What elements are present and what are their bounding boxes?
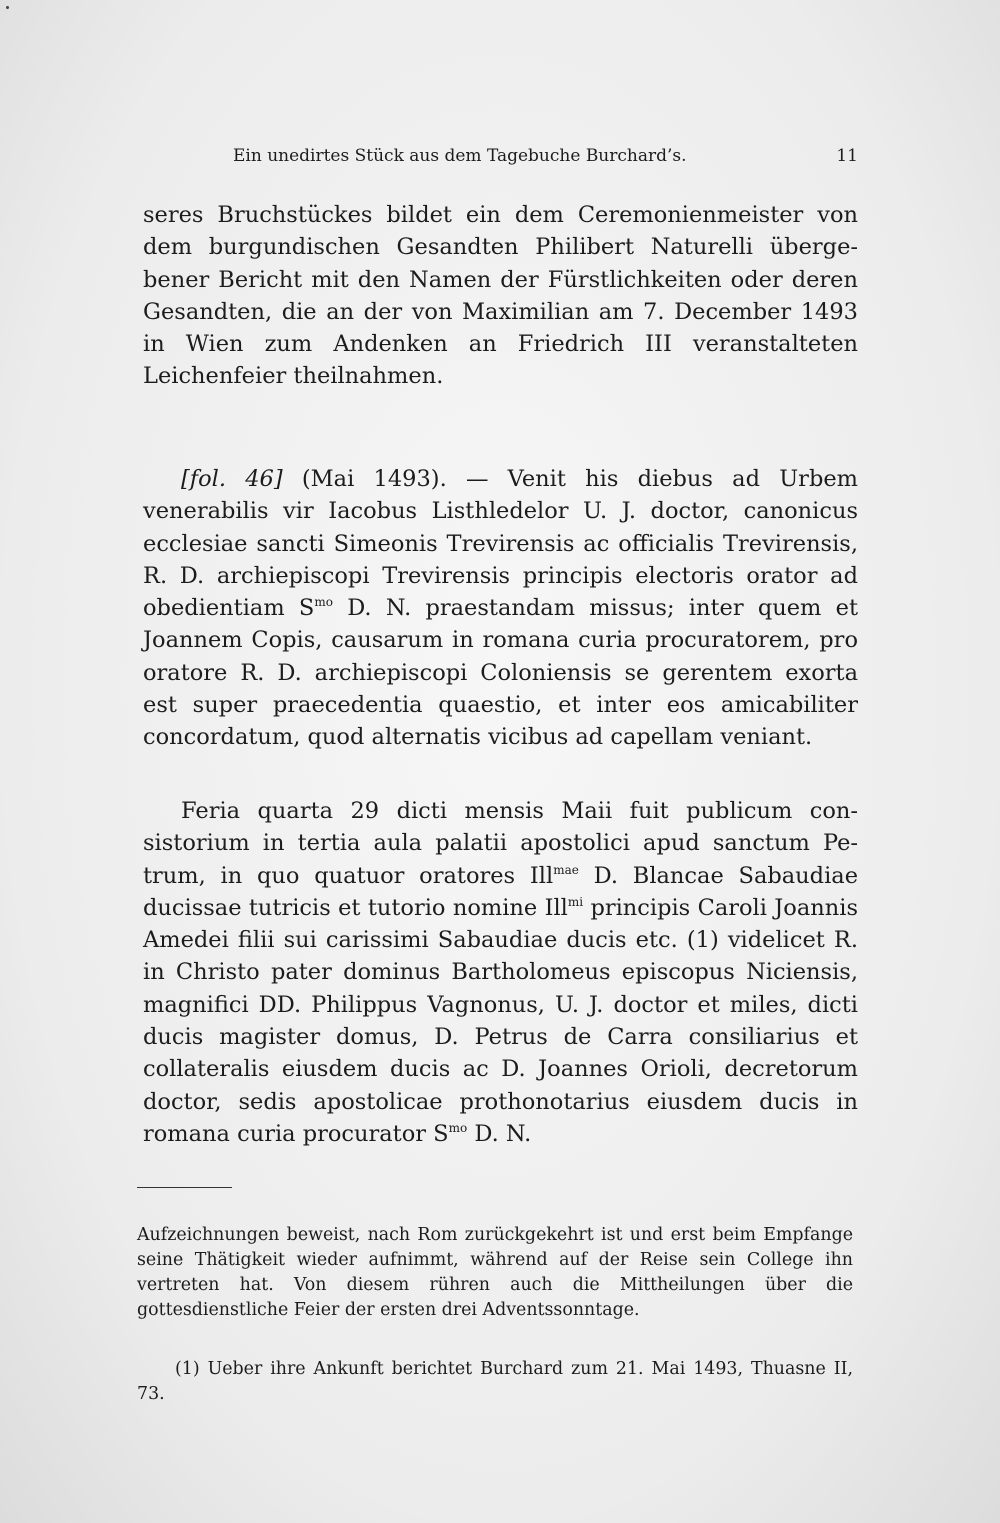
body-paragraph-3 bbox=[143, 795, 858, 1150]
running-title: Ein unedirtes Stück aus dem Tagebuche Burchard’s. bbox=[233, 146, 687, 166]
footnote-text: Aufzeichnungen beweist, nach Rom zurückgekehrt ist und erst beim Empfange seine Thätigkeit wieder aufnimmt, während auf der Reise sein College ihn vertreten hat. Von diesem rühren auch die Mittheilungen über die gottesdienstliche Feier der ersten drei Adventssonntage. bbox=[137, 1225, 853, 1320]
body-paragraph-1 bbox=[143, 199, 858, 393]
footnote-divider bbox=[137, 1187, 232, 1188]
page-number: 11 bbox=[836, 146, 858, 166]
footnote-text: (1) Ueber ihre Ankunft berichtet Burchard zum 21. Mai 1493, Thuasne II, 73. bbox=[137, 1359, 853, 1404]
superscript: mo bbox=[448, 1120, 468, 1135]
text-segment: D. N. bbox=[467, 1120, 532, 1147]
running-header bbox=[143, 141, 858, 171]
superscript: mo bbox=[314, 595, 333, 610]
paragraph-text bbox=[143, 463, 858, 754]
text-segment: principis Caroli Joannis Amedei filii sui carissimi Sabaudiae ducis etc. (1) videlicet R. in Christo pater dominus Bartholomeus episcopus Niciensis, magnifici DD. Philippus Vagnonus, U. J. doctor et miles, dicti ducis magister domus, D. Petrus de Carra consiliarius et collateralis eiusdem ducis ac D. Joannes Orioli, decretorum doctor, sedis apostolicae prothonotarius eiusdem ducis in romana curia procurator S bbox=[143, 894, 858, 1147]
footnote-continued bbox=[137, 1223, 853, 1323]
paragraph-text: seres Bruchstückes bildet ein dem Ceremonienmeister von dem burgundischen Gesandten Philibert Naturelli übergebener Bericht mit den Namen der Fürstlichkeiten oder deren Gesandten, die an der von Maximilian am 7. December 1493 in Wien zum Andenken an Friedrich III veranstalteten Leichenfeier theilnahmen. bbox=[143, 202, 858, 390]
text-segment: Feria quarta 29 dicti mensis Maii fuit publicum consistorium in tertia aula palatii apostolici apud sanctum Petrum, in quo quatuor oratores Ill bbox=[143, 798, 858, 889]
superscript: mi bbox=[567, 894, 584, 909]
paragraph-text bbox=[143, 795, 858, 1150]
folio-reference: [fol. 46] bbox=[181, 466, 283, 492]
ink-speck bbox=[6, 6, 9, 9]
body-paragraph-2 bbox=[143, 463, 858, 754]
footnote-1 bbox=[137, 1357, 853, 1407]
text-segment: (Mai 1493). — Venit his diebus ad Urbem venerabilis vir Iacobus Listhledelor U. J. doctor, canonicus ecclesiae sancti Simeonis Trevirensis ac officialis Trevirensis, R. D. archiepiscopi Trevirensis principis electoris orator ad obedientiam S bbox=[143, 466, 858, 622]
text-segment: D. Blancae Sabaudiae ducissae tutricis et tutorio nomine Ill bbox=[143, 862, 859, 921]
superscript: mae bbox=[553, 862, 579, 877]
text-segment: D. N. praestandam missus; inter quem et Joannem Copis, causarum in romana curia procuratorem, pro oratore R. D. archiepiscopi Coloniensis se gerentem exorta est super praecedentia quaestio, et inter eos amicabiliter concordatum, quod alternatis vicibus ad capellam veniant. bbox=[143, 595, 858, 751]
